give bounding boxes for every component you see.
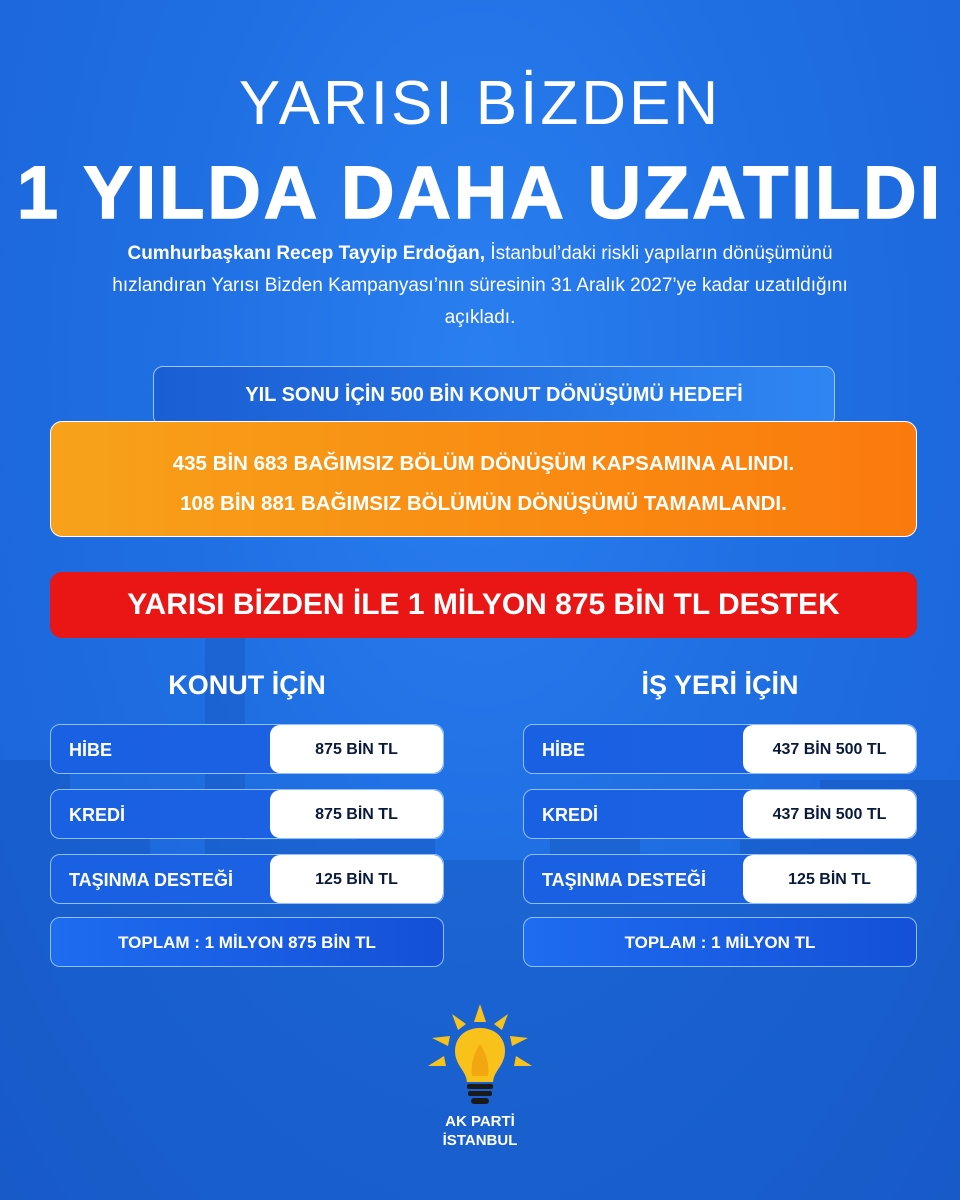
logo-line-2: İSTANBUL [442,1132,518,1149]
row-label: HİBE [69,740,113,760]
konut-row-hibe [50,724,444,774]
intro-bold-speaker: Cumhurbaşkanı Recep Tayyip Erdoğan, [127,243,486,264]
isyeri-row-kredi [523,789,917,839]
page-subtitle: 1 YILDA DAHA UZATILDI [16,151,944,234]
row-label: KREDİ [69,805,126,825]
row-label: HİBE [542,740,586,760]
logo-line-1: AK PARTİ [445,1113,515,1130]
konut-row-kredi [50,789,444,839]
isyeri-row-tasinma [523,854,917,904]
row-value: 125 BİN TL [743,855,916,903]
lightbulb-icon [420,1000,540,1110]
konut-row-tasinma [50,854,444,904]
target-banner: YIL SONU İÇİN 500 BİN KONUT DÖNÜŞÜMÜ HEDEFİ [153,366,835,426]
isyeri-row-hibe [523,724,917,774]
progress-box [50,421,917,537]
row-value: 437 BİN 500 TL [743,725,916,773]
row-label: TAŞINMA DESTEĞİ [69,870,234,890]
row-label: KREDİ [542,805,599,825]
row-value: 125 BİN TL [270,855,443,903]
support-banner: YARISI BİZDEN İLE 1 MİLYON 875 BİN TL DESTEK [50,572,917,638]
isyeri-title: İŞ YERİ İÇİN [641,670,799,700]
row-label: TAŞINMA DESTEĞİ [542,870,707,890]
progress-line-2: 108 BİN 881 BAĞIMSIZ BÖLÜMÜN DÖNÜŞÜMÜ TAMAMLANDI. [180,492,787,515]
row-value: 875 BİN TL [270,725,443,773]
intro-paragraph [100,238,860,334]
page-title: YARISI BİZDEN [238,69,722,138]
konut-total: TOPLAM : 1 MİLYON 875 BİN TL [50,917,444,967]
logo-text [0,1112,960,1150]
intro-text: İstanbul’daki riskli yapıların dönüşümünü hızlandıran Yarısı Bizden Kampanyası’nın süresinin 31 Aralık 2027’ye kadar uzatıldığını açıkladı. [112,243,848,328]
progress-line-1: 435 BİN 683 BAĞIMSIZ BÖLÜM DÖNÜŞÜM KAPSAMINA ALINDI. [172,452,795,475]
row-value: 875 BİN TL [270,790,443,838]
konut-title: KONUT İÇİN [168,670,326,700]
row-value: 437 BİN 500 TL [743,790,916,838]
isyeri-total: TOPLAM : 1 MİLYON TL [523,917,917,967]
